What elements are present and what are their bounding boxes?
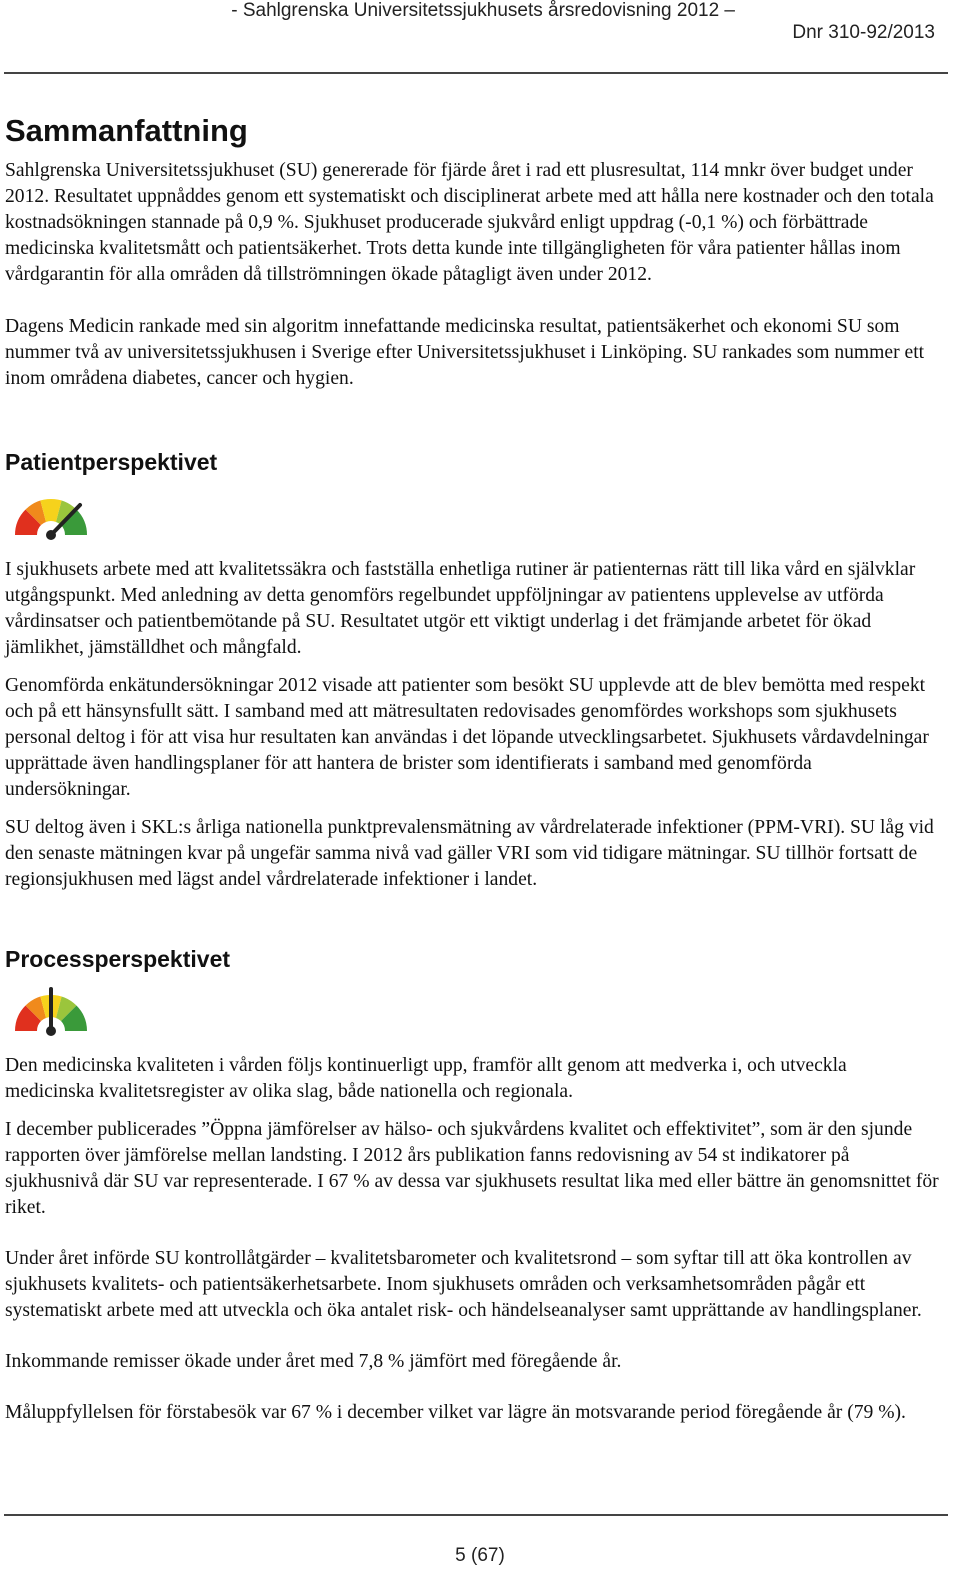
patient-section [5, 449, 940, 893]
patient-paragraph-3: SU deltog även i SKL:s årliga nationella punktprevalensmätning av vårdrelaterade infektioner (PPM-VRI). SU låg vid den senaste mätningen kvar på ungefär samma nivå vad gäller VRI som vid tidigare mätningar. SU tillhör fortsatt de regionsjukhusen med lägst andel vårdrelaterade infektioner i landet. [5, 816, 934, 890]
process-paragraph-2: I december publicerades ”Öppna jämförelser av hälso- och sjukvårdens kvalitet och effektivitet”, som är den sjunde rapporten över jämförelse mellan landsting. I 2012 års publikation fanns redovisning av 54 st indikatorer på sjukhusnivå där SU var representerade. I 67 % av dessa var sjukhusets resultat lika med eller bättre än genomsnittet för riket. [5, 1119, 939, 1219]
report-title: - Sahlgrenska Universitetssjukhusets årsredovisning 2012 – [231, 0, 735, 21]
summary-paragraph-1: Sahlgrenska Universitetssjukhuset (SU) genererade för fjärde året i rad ett plusresultat, 114 mnkr över budget under 2012. Resultatet uppnåddes genom ett systematiskt och disciplinerat arbete med att hålla nere kostnader och den totala kostnadsökningen stannade på 0,9 %. Sjukhuset producerade sjukvård enligt uppdrag (-0,1 %) och förbättrade medicinska kvalitetsmått och patientsäkerhet. Trots detta kunde inte tillgängligheten för våra patienter hållas inom vårdgarantin för alla områden då tillströmningen ökade påtagligt även under 2012. [5, 160, 934, 286]
header-divider [4, 72, 948, 74]
footer-divider [4, 1514, 948, 1516]
summary-section [5, 112, 940, 392]
document-number: Dnr 310-92/2013 [792, 22, 935, 43]
patient-paragraph-2: Genomförda enkätundersökningar 2012 visade att patienter som besökt SU upplevde att de blev bemötta med respekt och på ett hänsynsfullt sätt. I samband med att mätresultaten redovisades genomfördes workshops som sjukhusets personal deltog i för att visa hur resultaten kan användas i det löpande utvecklingsarbetet. Sjukhusets vårdavdelningar upprättade även handlingsplaner för att hantera de brister som identifierats i samband med genomförda undersökningar. [5, 674, 929, 800]
process-paragraph-1: Den medicinska kvaliteten i vården följs kontinuerligt upp, framför allt genom att medverka i, och utveckla medicinska kvalitetsregister av olika slag, både nationella och regionala. [5, 1055, 847, 1103]
page-content [5, 112, 940, 1426]
summary-paragraph-2: Dagens Medicin rankade med sin algoritm innefattande medicinska resultat, patientsäkerhet och ekonomi SU som nummer två av universitetssjukhusen i Sverige efter Universitetssjukhuset i Linköping. SU rankades som nummer ett inom områdena diabetes, cancer och hygien. [5, 316, 925, 390]
summary-heading: Sammanfattning [5, 113, 248, 148]
process-section [5, 946, 940, 1427]
patient-paragraph-1: I sjukhusets arbete med att kvalitetssäkra och fastställa enhetliga rutiner är patienternas rätt till lika vård en självklar utgångspunkt. Med anledning av detta genomförs regelbundet uppföljningar av patientens upplevelse av utförda vårdinsatser och patientbemötande på SU. Resultatet utgör ett viktigt underlag i det främjande arbetet för ökad jämlikhet, jämställdhet och mångfald. [5, 558, 916, 658]
gauge-icon [8, 481, 94, 541]
patient-heading: Patientperspektivet [5, 449, 218, 476]
process-heading: Processperspektivet [5, 945, 231, 972]
process-paragraph-3: Under året införde SU kontrollåtgärder – kvalitetsbarometer och kvalitetsrond – som syftar till att öka kontrollen av sjukhusets kvalitets- och patientsäkerhetsarbete. Inom sjukhusets områden och verksamhetsområden pågår ett systematiskt arbete med att utveckla och öka antalet risk- och händelseanalyser samt upprättande av handlingsplaner. [5, 1248, 922, 1322]
page-header [0, 0, 960, 76]
process-paragraph-5: Måluppfyllelsen för förstabesök var 67 % i december vilket var lägre än motsvarande period föregående år (79 %). [5, 1402, 906, 1424]
process-paragraph-4: Inkommande remisser ökade under året med 7,8 % jämfört med föregående år. [5, 1351, 622, 1373]
page-number: 5 (67) [455, 1545, 505, 1566]
gauge-icon [8, 977, 94, 1037]
